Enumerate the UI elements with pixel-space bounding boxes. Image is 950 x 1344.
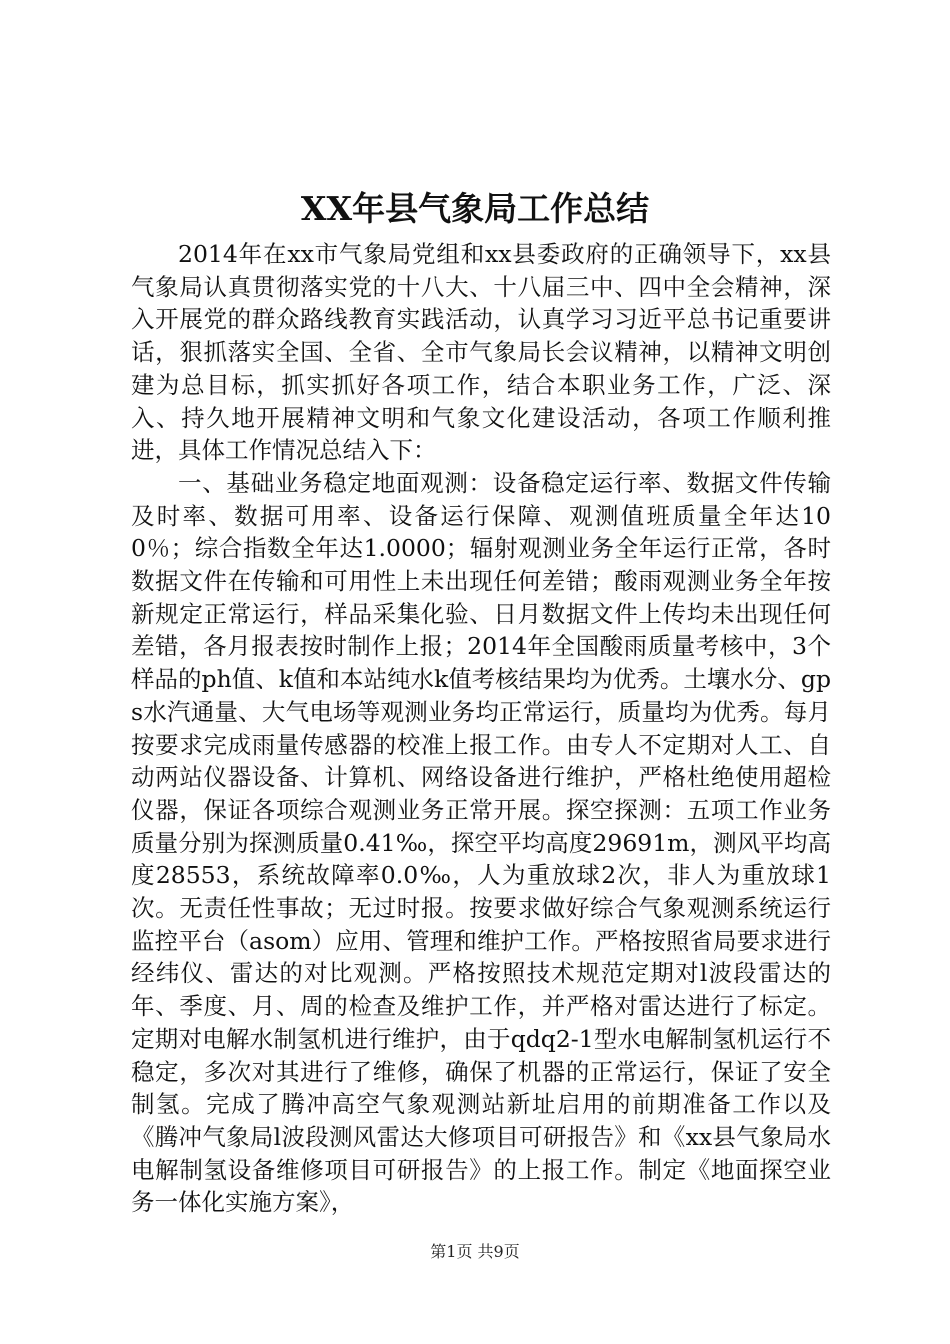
paragraph-basic-operations: 一、基础业务稳定地面观测：设备稳定运行率、数据文件传输及时率、数据可用率、设备运行保障、观测值班质量全年达100％；综合指数全年达1.0000；辐射观测业务全年运行正常，各时数据文件在传输和可用性上未出现任何差错；酸雨观测业务全年按新规定正常运行，样品采集化验、日月数据文件上传均未出现任何差错，各月报表按时制作上报；2014年全国酸雨质量考核中，3个样品的ph值、k值和本站纯水k值考核结果均为优秀。土壤水分、gps水汽通量、大气电场等观测业务均正常运行，质量均为优秀。每月按要求完成雨量传感器的校准上报工作。由专人不定期对人工、自动两站仪器设备、计算机、网络设备进行维护，严格杜绝使用超检仪器，保证各项综合观测业务正常开展。探空探测：五项工作业务质量分别为探测质量0.41‰，探空平均高度29691m，测风平均高度28553，系统故障率0.0‰，人为重放球2次，非人为重放球1次。无责任性事故；无过时报。按要求做好综合气象观测系统运行监控平台（asom）应用、管理和维护工作。严格按照省局要求进行经纬仪、雷达的对比观测。严格按照技术规范定期对l波段雷达的年、季度、月、周的检查及维护工作，并严格对雷达进行了标定。定期对电解水制氢机进行维护，由于qdq2-1型水电解制氢机运行不稳定，多次对其进行了维修，确保了机器的正常运行，保证了安全制氢。完成了腾冲高空气象观测站新址启用的前期准备工作以及《腾冲气象局l波段测风雷达大修项目可研报告》和《xx县气象局水电解制氢设备维修项目可研报告》的上报工作。制定《地面探空业务一体化实施方案》，	[131, 468, 831, 1217]
document-title: XX年县气象局工作总结	[300, 189, 650, 228]
page-number-footer: 第1页 共9页	[430, 1242, 520, 1261]
document-body	[131, 238, 831, 1219]
paragraph-intro: 2014年在xx市气象局党组和xx县委政府的正确领导下，xx县气象局认真贯彻落实党的十八大、十八届三中、四中全会精神，深入开展党的群众路线教育实践活动，认真学习习近平总书记重要讲话，狠抓落实全国、全省、全市气象局长会议精神，以精神文明创建为总目标，抓实抓好各项工作，结合本职业务工作，广泛、深入、持久地开展精神文明和气象文化建设活动，各项工作顺利推进，具体工作情况总结入下：	[131, 240, 831, 465]
